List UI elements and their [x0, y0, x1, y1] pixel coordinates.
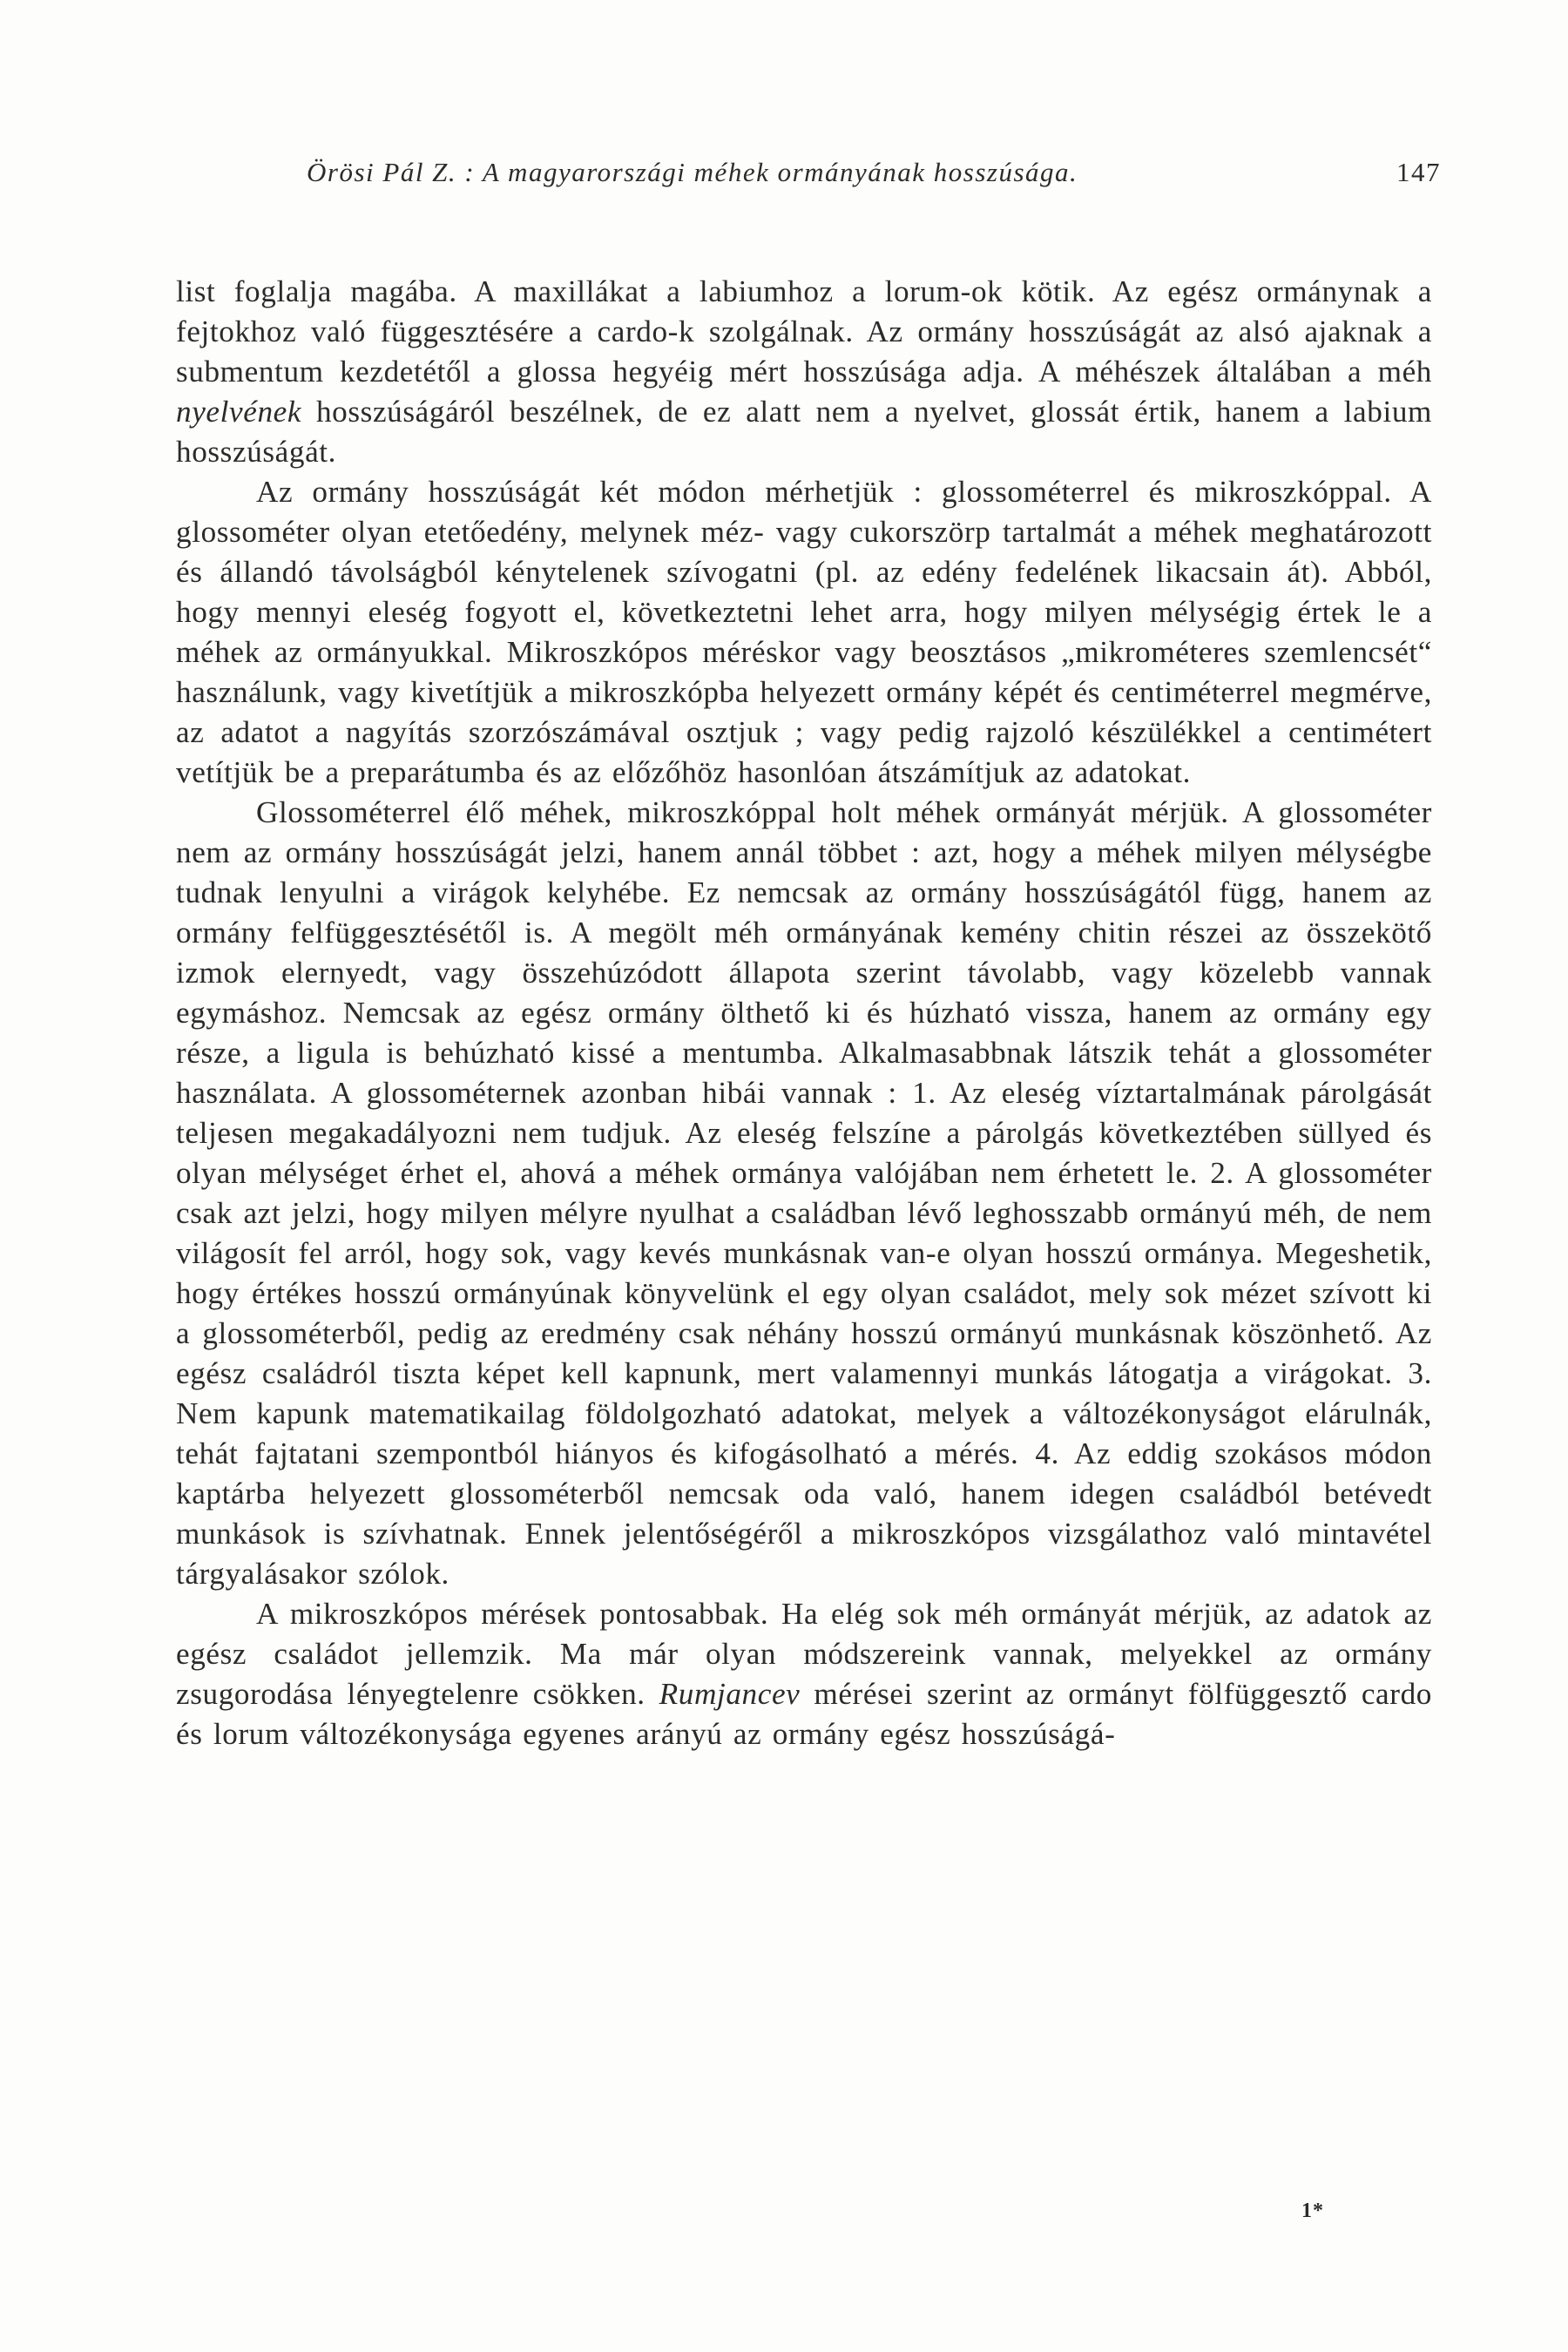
paragraph-1 — [176, 272, 1432, 472]
signature-mark: 1* — [1301, 2200, 1324, 2222]
italic-author-name: Rumjancev — [659, 1677, 801, 1711]
text-segment: Glossométerrel élő méhek, mikroszkóppal holt méhek ormányát mérjük. A glossométer nem az ormány hosszúságát jelzi, hanem annál többet : azt, hogy a méhek milyen mélységbe tudnak lenyulni a virágok kelyhébe. Ez nemcsak az ormány hosszúságától függ, hanem az ormány felfüggesztésétől is. A megölt méh ormányának kemény chitin részei az összekötő izmok elernyedt, vagy összehúzódott állapota szerint távolabb, vagy közelebb vannak egymáshoz. Nemcsak az egész ormány ölthető ki és húzható vissza, hanem az ormány egy része, a ligula is behúzható kissé a mentumba. Alkalmasabbnak látszik tehát a glossométer használata. A glossométernek azonban hibái vannak : 1. Az eleség víztartalmának párolgását teljesen megakadályozni nem tudjuk. Az eleség felszíne a párolgás következtében süllyed és olyan mélységet érhet el, ahová a méhek ormánya valójában nem érhetett le. 2. A glossométer csak azt jelzi, hogy milyen mélyre nyulhat a családban lévő leghosszabb ormányú méh, de nem világosít fel arról, hogy sok, vagy kevés munkásnak van-e olyan hosszú ormánya. Megeshetik, hogy értékes hosszú ormányúnak könyvelünk el egy olyan családot, mely sok mézet szívott ki a glossométerből, pedig az eredmény csak néhány hosszú ormányú munkásnak köszönhető. Az egész családról tiszta képet kell kapnunk, mert valamennyi munkás látogatja a virágokat. 3. Nem kapunk matematikailag földolgozható adatokat, melyek a változékonyságot elárulnák, tehát fajtatani szempontból hiányos és kifogásolható a mérés. 4. Az eddig szokásos módon kaptárba helyezett glossométerből nemcsak oda való, hanem idegen családból betévedt munkások is szívhatnak. Ennek jelentőségéről a mikroszkópos vizsgálathoz való mintavétel tárgyalásakor szólok. — [176, 795, 1432, 1591]
page-number: 147 — [1396, 157, 1441, 187]
text-segment: hosszúságáról beszélnek, de ez alatt nem a nyelvet, glossát értik, hanem a labium hosszúságát. — [176, 395, 1432, 469]
paragraph-4 — [176, 1594, 1432, 1754]
text-segment: mérései szerint az ormányt fölfüggesztő cardo és lorum változékonysága egyenes arányú az ormány egész hosszúságá- — [176, 1677, 1432, 1751]
running-title: Örösi Pál Z. : A magyarországi méhek ormányának hosszúsága. — [307, 157, 1078, 187]
text-segment: Az ormány hosszúságát két módon mérhetjük : glossométerrel és mikroszkóppal. A glossométer olyan etetőedény, melynek méz- vagy cukorszörp tartalmát a méhek meghatározott és állandó távolságból kénytelenek szívogatni (pl. az edény fedelének likacsain át). Abból, hogy mennyi eleség fogyott el, következtetni lehet arra, hogy milyen mélységig értek le a méhek az ormányukkal. Mikroszkópos méréskor vagy beosztásos „mikrométeres szemlencsét“ használunk, vagy kivetítjük a mikroszkópba helyezett ormány képét és centiméterrel megmérve, az adatot a nagyítás szorzószámával osztjuk ; vagy pedig rajzoló készülékkel a centimétert vetítjük be a preparátumba és az előzőhöz hasonlóan átszámítjuk az adatokat. — [176, 475, 1432, 789]
paragraph-2 — [176, 472, 1432, 793]
paragraph-3 — [176, 793, 1432, 1594]
text-segment: list foglalja magába. A maxillákat a labiumhoz a lorum-ok kötik. Az egész ormánynak a fejtokhoz való függesztésére a cardo-k szolgálnak. Az ormány hosszúságát az alsó ajaknak a submentum kezdetétől a glossa hegyéig mért hosszúsága adja. A méhészek általában a méh — [176, 274, 1432, 389]
body-text — [176, 272, 1432, 1754]
running-header — [307, 157, 1441, 195]
italic-term: nyelvének — [176, 395, 302, 429]
text-segment: A mikroszkópos mérések pontosabbak. Ha elég sok méh ormányát mérjük, az adatok az egész családot jellemzik. Ma már olyan módszereink vannak, melyekkel az ormány zsugorodása lényegtelenre csökken. — [176, 1597, 1432, 1711]
